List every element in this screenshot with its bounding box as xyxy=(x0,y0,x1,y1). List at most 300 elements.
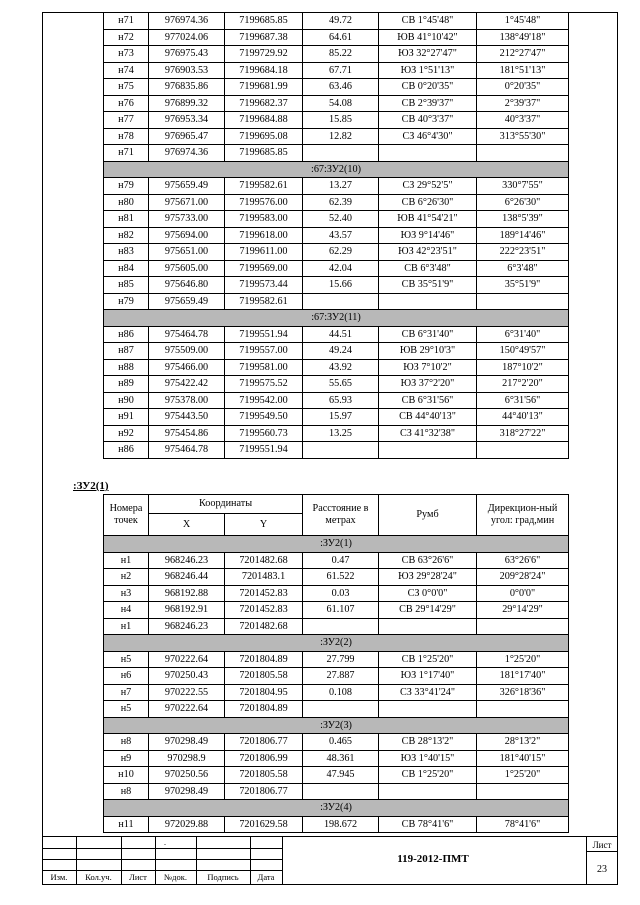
point-name-cell: н82 xyxy=(104,227,149,244)
angle-cell: 35°51'9" xyxy=(477,277,569,294)
table-row xyxy=(104,244,569,261)
x-cell: 972029.88 xyxy=(149,816,225,833)
bearing-cell xyxy=(379,618,477,635)
header-angle: Дирекцион-ный угол: град,мин xyxy=(477,495,569,536)
point-name-cell: н3 xyxy=(104,585,149,602)
x-cell: 975443.50 xyxy=(149,409,225,426)
y-cell: 7201482.68 xyxy=(225,618,303,635)
angle-cell: 189°14'46" xyxy=(477,227,569,244)
table-row xyxy=(104,79,569,96)
section-label: :ЗУ2(2) xyxy=(104,635,569,652)
table-row xyxy=(104,211,569,228)
header-points: Номера точек xyxy=(104,495,149,536)
table-row xyxy=(104,13,569,30)
bearing-cell: ЮЗ 9°14'46" xyxy=(379,227,477,244)
x-cell: 975464.78 xyxy=(149,326,225,343)
angle-cell xyxy=(477,442,569,459)
bearing-cell: СВ 0°20'35" xyxy=(379,79,477,96)
y-cell: 7201806.77 xyxy=(225,734,303,751)
stamp-label-change: Изм. xyxy=(50,872,68,882)
distance-cell: 52.40 xyxy=(303,211,379,228)
bearing-cell: ЮЗ 1°17'40" xyxy=(379,668,477,685)
y-cell: 7199685.85 xyxy=(225,145,303,162)
sheet-label: Лист xyxy=(592,840,612,850)
bearing-cell: СЗ 33°41'24" xyxy=(379,684,477,701)
y-cell: 7199542.00 xyxy=(225,392,303,409)
x-cell: 975509.00 xyxy=(149,343,225,360)
x-cell: 975659.49 xyxy=(149,293,225,310)
header-x: X xyxy=(149,514,225,536)
x-cell: 976974.36 xyxy=(149,145,225,162)
angle-cell xyxy=(477,701,569,718)
stamp-line xyxy=(42,848,282,849)
point-name-cell: н4 xyxy=(104,602,149,619)
point-name-cell: н79 xyxy=(104,293,149,310)
y-cell: 7199575.52 xyxy=(225,376,303,393)
distance-cell: 43.57 xyxy=(303,227,379,244)
stamp-line xyxy=(42,870,282,871)
distance-cell: 65.93 xyxy=(303,392,379,409)
angle-cell: 1°25'20" xyxy=(477,651,569,668)
bearing-cell: ЮЗ 1°40'15" xyxy=(379,750,477,767)
angle-cell: 217°2'20" xyxy=(477,376,569,393)
bearing-cell: СВ 6°31'56" xyxy=(379,392,477,409)
point-name-cell: н91 xyxy=(104,409,149,426)
y-cell: 7199684.18 xyxy=(225,62,303,79)
distance-cell: 15.85 xyxy=(303,112,379,129)
y-cell: 7199695.08 xyxy=(225,128,303,145)
x-cell: 975378.00 xyxy=(149,392,225,409)
table-row xyxy=(104,442,569,459)
table-row xyxy=(104,767,569,784)
bearing-cell: СЗ 0°0'0" xyxy=(379,585,477,602)
section-label: :67:ЗУ2(11) xyxy=(104,310,569,327)
point-name-cell: н71 xyxy=(104,145,149,162)
y-cell: 7201804.95 xyxy=(225,684,303,701)
distance-cell xyxy=(303,618,379,635)
x-cell: 975694.00 xyxy=(149,227,225,244)
title-block xyxy=(42,836,618,885)
bearing-cell xyxy=(379,442,477,459)
point-name-cell: н6 xyxy=(104,668,149,685)
point-name-cell: н79 xyxy=(104,178,149,195)
point-name-cell: н85 xyxy=(104,277,149,294)
point-name-cell: н74 xyxy=(104,62,149,79)
x-cell: 970222.55 xyxy=(149,684,225,701)
angle-cell: 0°20'35" xyxy=(477,79,569,96)
angle-cell: 6°31'56" xyxy=(477,392,569,409)
x-cell: 975671.00 xyxy=(149,194,225,211)
distance-cell: 198.672 xyxy=(303,816,379,833)
point-name-cell: н88 xyxy=(104,359,149,376)
distance-cell: 15.66 xyxy=(303,277,379,294)
angle-cell: 1°45'48" xyxy=(477,13,569,30)
angle-cell: 181°40'15" xyxy=(477,750,569,767)
bearing-cell: СВ 35°51'9" xyxy=(379,277,477,294)
y-cell: 7199560.73 xyxy=(225,425,303,442)
angle-cell: 6°3'48" xyxy=(477,260,569,277)
y-cell: 7199681.99 xyxy=(225,79,303,96)
distance-cell: 0.108 xyxy=(303,684,379,701)
y-cell: 7201629.58 xyxy=(225,816,303,833)
point-name-cell: н11 xyxy=(104,816,149,833)
y-cell: 7199682.37 xyxy=(225,95,303,112)
table-row xyxy=(104,95,569,112)
angle-cell xyxy=(477,145,569,162)
header-y: Y xyxy=(225,514,303,536)
bearing-cell: ЮЗ 1°51'13" xyxy=(379,62,477,79)
y-cell: 7199611.00 xyxy=(225,244,303,261)
x-cell: 975422.42 xyxy=(149,376,225,393)
x-cell: 975454.86 xyxy=(149,425,225,442)
y-cell: 7199729.92 xyxy=(225,46,303,63)
section-row xyxy=(104,536,569,553)
bearing-cell: СВ 6°31'40" xyxy=(379,326,477,343)
bearing-cell: СВ 1°45'48" xyxy=(379,13,477,30)
y-cell: 7201452.83 xyxy=(225,585,303,602)
distance-cell: 64.61 xyxy=(303,29,379,46)
table-row xyxy=(104,701,569,718)
angle-cell: 318°27'22" xyxy=(477,425,569,442)
point-name-cell: н10 xyxy=(104,767,149,784)
angle-cell xyxy=(477,783,569,800)
table-row xyxy=(104,816,569,833)
table-row xyxy=(104,46,569,63)
table-row xyxy=(104,668,569,685)
distance-cell xyxy=(303,701,379,718)
y-cell: 7199569.00 xyxy=(225,260,303,277)
point-name-cell: н75 xyxy=(104,79,149,96)
table-row xyxy=(104,684,569,701)
y-cell: 7199551.94 xyxy=(225,326,303,343)
stamp-label-count: Кол.уч. xyxy=(85,872,112,882)
distance-cell: 54.08 xyxy=(303,95,379,112)
x-cell: 977024.06 xyxy=(149,29,225,46)
section-row xyxy=(104,310,569,327)
bearing-cell: ЮВ 29°10'3" xyxy=(379,343,477,360)
distance-cell: 61.107 xyxy=(303,602,379,619)
point-name-cell: н8 xyxy=(104,783,149,800)
bearing-cell: СВ 78°41'6" xyxy=(379,816,477,833)
y-cell: 7199549.50 xyxy=(225,409,303,426)
x-cell: 976835.86 xyxy=(149,79,225,96)
y-cell: 7199618.00 xyxy=(225,227,303,244)
header-bearing: Румб xyxy=(379,495,477,536)
point-name-cell: н71 xyxy=(104,13,149,30)
x-cell: 970298.9 xyxy=(149,750,225,767)
y-cell: 7201805.58 xyxy=(225,668,303,685)
angle-cell: 40°3'37" xyxy=(477,112,569,129)
y-cell: 7201806.99 xyxy=(225,750,303,767)
stamp-label-date: Дата xyxy=(257,872,275,882)
y-cell: 7201452.83 xyxy=(225,602,303,619)
table-row xyxy=(104,359,569,376)
bearing-cell: СВ 6°26'30" xyxy=(379,194,477,211)
bearing-cell: СВ 2°39'37" xyxy=(379,95,477,112)
stamp-label-doc: №док. xyxy=(164,872,187,882)
y-cell: 7199581.00 xyxy=(225,359,303,376)
y-cell: 7199557.00 xyxy=(225,343,303,360)
bearing-cell: ЮЗ 32°27'47" xyxy=(379,46,477,63)
section-label: :ЗУ2(4) xyxy=(104,800,569,817)
point-name-cell: н86 xyxy=(104,326,149,343)
y-cell: 7201483.1 xyxy=(225,569,303,586)
x-cell: 968246.44 xyxy=(149,569,225,586)
angle-cell: 63°26'6" xyxy=(477,552,569,569)
point-name-cell: н90 xyxy=(104,392,149,409)
table-row xyxy=(104,783,569,800)
x-cell: 970222.64 xyxy=(149,701,225,718)
x-cell: 970298.49 xyxy=(149,783,225,800)
y-cell: 7201482.68 xyxy=(225,552,303,569)
angle-cell: 212°27'47" xyxy=(477,46,569,63)
distance-cell: 63.46 xyxy=(303,79,379,96)
bearing-cell xyxy=(379,783,477,800)
x-cell: 975651.00 xyxy=(149,244,225,261)
header-coords: Координаты xyxy=(149,495,303,514)
table-row xyxy=(104,552,569,569)
x-cell: 975605.00 xyxy=(149,260,225,277)
x-cell: 968192.88 xyxy=(149,585,225,602)
point-name-cell: н5 xyxy=(104,701,149,718)
bearing-cell: СВ 1°25'20" xyxy=(379,651,477,668)
distance-cell: 13.27 xyxy=(303,178,379,195)
bearing-cell: СВ 40°3'37" xyxy=(379,112,477,129)
x-cell: 976903.53 xyxy=(149,62,225,79)
angle-cell: 6°26'30" xyxy=(477,194,569,211)
angle-cell: 138°5'39" xyxy=(477,211,569,228)
stamp-line xyxy=(42,859,282,860)
y-cell: 7199582.61 xyxy=(225,293,303,310)
bearing-cell: СВ 6°3'48" xyxy=(379,260,477,277)
stamp-dot: . xyxy=(164,838,166,847)
angle-cell xyxy=(477,293,569,310)
distance-cell: 62.29 xyxy=(303,244,379,261)
bearing-cell xyxy=(379,293,477,310)
distance-cell xyxy=(303,783,379,800)
distance-cell: 44.51 xyxy=(303,326,379,343)
x-cell: 968192.91 xyxy=(149,602,225,619)
stamp-label-signature: Подпись xyxy=(207,872,239,882)
point-name-cell: н1 xyxy=(104,552,149,569)
angle-cell: 29°14'29" xyxy=(477,602,569,619)
section-row xyxy=(104,717,569,734)
distance-cell: 61.522 xyxy=(303,569,379,586)
distance-cell: 0.465 xyxy=(303,734,379,751)
x-cell: 976975.43 xyxy=(149,46,225,63)
angle-cell: 209°28'24" xyxy=(477,569,569,586)
section-row xyxy=(104,161,569,178)
table-row xyxy=(104,569,569,586)
point-name-cell: н8 xyxy=(104,734,149,751)
point-name-cell: н89 xyxy=(104,376,149,393)
x-cell: 976953.34 xyxy=(149,112,225,129)
distance-cell xyxy=(303,293,379,310)
x-cell: 970250.56 xyxy=(149,767,225,784)
angle-cell xyxy=(477,618,569,635)
point-name-cell: н83 xyxy=(104,244,149,261)
table-row xyxy=(104,62,569,79)
stamp-line xyxy=(42,836,618,837)
table-row xyxy=(104,260,569,277)
table-row xyxy=(104,128,569,145)
angle-cell: 150°49'57" xyxy=(477,343,569,360)
table-row xyxy=(104,750,569,767)
y-cell: 7199582.61 xyxy=(225,178,303,195)
x-cell: 975466.00 xyxy=(149,359,225,376)
table-row xyxy=(104,343,569,360)
x-cell: 975646.80 xyxy=(149,277,225,294)
section-label: :67:ЗУ2(10) xyxy=(104,161,569,178)
coordinates-table-continued xyxy=(103,12,569,459)
bearing-cell: ЮВ 41°10'42" xyxy=(379,29,477,46)
angle-cell: 326°18'36" xyxy=(477,684,569,701)
bearing-cell: ЮЗ 29°28'24" xyxy=(379,569,477,586)
y-cell: 7201806.77 xyxy=(225,783,303,800)
y-cell: 7199551.94 xyxy=(225,442,303,459)
point-name-cell: н5 xyxy=(104,651,149,668)
point-name-cell: н72 xyxy=(104,29,149,46)
angle-cell: 2°39'37" xyxy=(477,95,569,112)
y-cell: 7199583.00 xyxy=(225,211,303,228)
table-row xyxy=(104,376,569,393)
distance-cell: 67.71 xyxy=(303,62,379,79)
point-name-cell: н9 xyxy=(104,750,149,767)
table-row xyxy=(104,392,569,409)
table-row xyxy=(104,29,569,46)
angle-cell: 187°10'2" xyxy=(477,359,569,376)
table-row xyxy=(104,227,569,244)
x-cell: 975464.78 xyxy=(149,442,225,459)
table-row xyxy=(104,409,569,426)
point-name-cell: н1 xyxy=(104,618,149,635)
header-distance: Расстояние в метрах xyxy=(303,495,379,536)
section-label: :ЗУ2(3) xyxy=(104,717,569,734)
table-row xyxy=(104,425,569,442)
point-name-cell: н80 xyxy=(104,194,149,211)
distance-cell: 13.25 xyxy=(303,425,379,442)
distance-cell xyxy=(303,145,379,162)
table-row xyxy=(104,194,569,211)
distance-cell: 49.24 xyxy=(303,343,379,360)
point-name-cell: н76 xyxy=(104,95,149,112)
table-row xyxy=(104,326,569,343)
angle-cell: 181°51'13" xyxy=(477,62,569,79)
bearing-cell: СВ 29°14'29" xyxy=(379,602,477,619)
point-name-cell: н81 xyxy=(104,211,149,228)
bearing-cell xyxy=(379,145,477,162)
angle-cell: 6°31'40" xyxy=(477,326,569,343)
table-row xyxy=(104,618,569,635)
bearing-cell: СВ 44°40'13" xyxy=(379,409,477,426)
table-row xyxy=(104,178,569,195)
bearing-cell: СВ 1°25'20" xyxy=(379,767,477,784)
point-name-cell: н73 xyxy=(104,46,149,63)
x-cell: 968246.23 xyxy=(149,618,225,635)
angle-cell: 44°40'13" xyxy=(477,409,569,426)
bearing-cell: ЮВ 41°54'21" xyxy=(379,211,477,228)
table-row xyxy=(104,293,569,310)
distance-cell: 43.92 xyxy=(303,359,379,376)
y-cell: 7199685.85 xyxy=(225,13,303,30)
y-cell: 7199684.88 xyxy=(225,112,303,129)
distance-cell: 27.887 xyxy=(303,668,379,685)
y-cell: 7201804.89 xyxy=(225,701,303,718)
distance-cell: 49.72 xyxy=(303,13,379,30)
distance-cell: 15.97 xyxy=(303,409,379,426)
table-row xyxy=(104,112,569,129)
table-row xyxy=(104,585,569,602)
section-heading: :ЗУ2(1) xyxy=(73,480,109,492)
bearing-cell: ЮЗ 7°10'2" xyxy=(379,359,477,376)
x-cell: 970250.43 xyxy=(149,668,225,685)
angle-cell: 222°23'51" xyxy=(477,244,569,261)
angle-cell: 138°49'18" xyxy=(477,29,569,46)
stamp-line xyxy=(586,851,618,852)
stamp-label-sheet: Лист xyxy=(129,872,147,882)
x-cell: 970222.64 xyxy=(149,651,225,668)
table-row xyxy=(104,145,569,162)
section-row xyxy=(104,800,569,817)
point-name-cell: н78 xyxy=(104,128,149,145)
point-name-cell: н7 xyxy=(104,684,149,701)
table-row xyxy=(104,734,569,751)
angle-cell: 0°0'0" xyxy=(477,585,569,602)
angle-cell: 28°13'2" xyxy=(477,734,569,751)
angle-cell: 313°55'30" xyxy=(477,128,569,145)
point-name-cell: н87 xyxy=(104,343,149,360)
y-cell: 7199576.00 xyxy=(225,194,303,211)
angle-cell: 181°17'40" xyxy=(477,668,569,685)
distance-cell: 47.945 xyxy=(303,767,379,784)
x-cell: 976899.32 xyxy=(149,95,225,112)
x-cell: 975733.00 xyxy=(149,211,225,228)
coordinates-table xyxy=(103,494,569,833)
bearing-cell: ЮЗ 42°23'51" xyxy=(379,244,477,261)
x-cell: 976965.47 xyxy=(149,128,225,145)
distance-cell: 0.03 xyxy=(303,585,379,602)
y-cell: 7201805.58 xyxy=(225,767,303,784)
bearing-cell: СВ 28°13'2" xyxy=(379,734,477,751)
bearing-cell xyxy=(379,701,477,718)
section-row xyxy=(104,635,569,652)
section-label: :ЗУ2(1) xyxy=(104,536,569,553)
bearing-cell: СЗ 29°52'5" xyxy=(379,178,477,195)
point-name-cell: н77 xyxy=(104,112,149,129)
distance-cell: 0.47 xyxy=(303,552,379,569)
point-name-cell: н84 xyxy=(104,260,149,277)
angle-cell: 78°41'6" xyxy=(477,816,569,833)
bearing-cell: СЗ 46°4'30" xyxy=(379,128,477,145)
x-cell: 968246.23 xyxy=(149,552,225,569)
sheet-number: 23 xyxy=(597,864,607,875)
distance-cell: 48.361 xyxy=(303,750,379,767)
x-cell: 976974.36 xyxy=(149,13,225,30)
y-cell: 7199687.38 xyxy=(225,29,303,46)
point-name-cell: н86 xyxy=(104,442,149,459)
distance-cell: 62.39 xyxy=(303,194,379,211)
bearing-cell: ЮЗ 37°2'20" xyxy=(379,376,477,393)
table-row xyxy=(104,277,569,294)
bearing-cell: СЗ 41°32'38" xyxy=(379,425,477,442)
point-name-cell: н2 xyxy=(104,569,149,586)
table-row xyxy=(104,651,569,668)
distance-cell xyxy=(303,442,379,459)
document-code: 119-2012-ПМТ xyxy=(397,853,469,865)
distance-cell: 12.82 xyxy=(303,128,379,145)
y-cell: 7199573.44 xyxy=(225,277,303,294)
bearing-cell: СВ 63°26'6" xyxy=(379,552,477,569)
